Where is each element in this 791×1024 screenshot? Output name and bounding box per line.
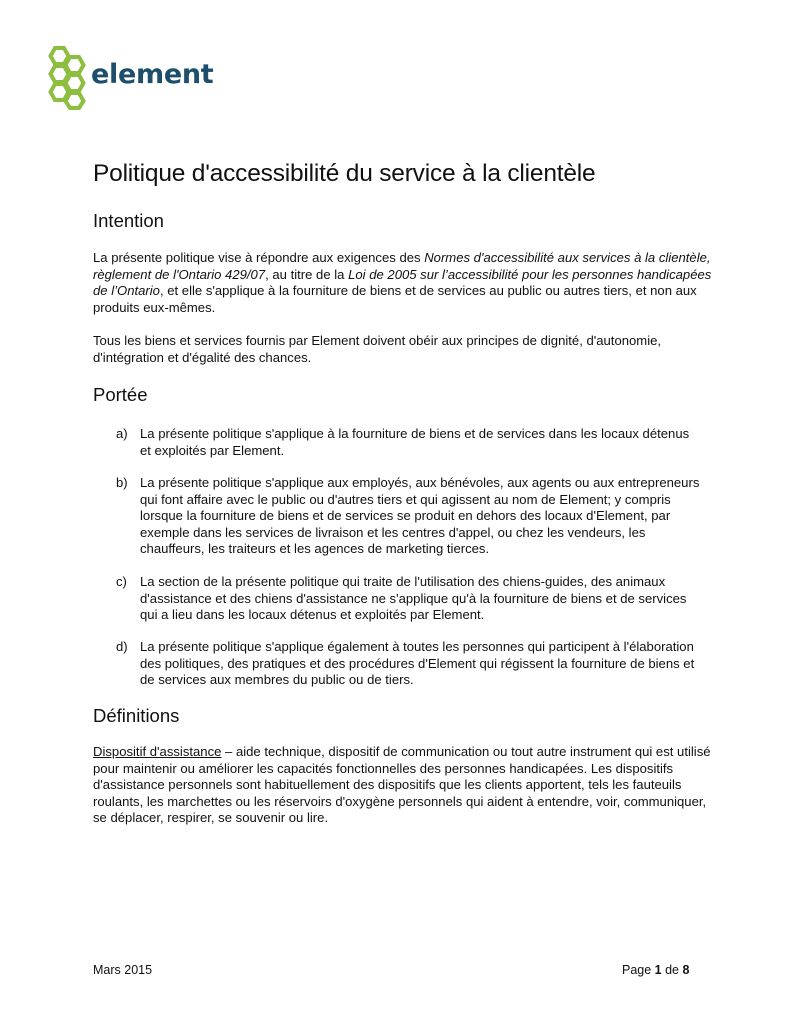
intention-heading: Intention (93, 210, 164, 231)
intention-paragraph-1 (93, 250, 713, 316)
scope-item-text: La présente politique s'applique à la fourniture de biens et de services dans les locaux détenus et exploités par Element. (140, 426, 690, 458)
footer-date: Mars 2015 (93, 963, 153, 977)
intention-text-2: , au titre de la (265, 266, 349, 282)
intention-text-3: , et elle s'applique à la fourniture de biens et de services au public ou autres tiers, et non aux produits eux-mêmes. (93, 283, 697, 315)
logo-wordmark: element (91, 59, 214, 90)
scope-item-letter: b) (116, 475, 128, 490)
footer-page-current: 1 (654, 963, 662, 977)
footer-page-prefix: Page (622, 963, 655, 977)
intention-paragraph-2: Tous les biens et services fournis par Element doivent obéir aux principes de dignité, d'autonomie, d'intégration et d'égalité des chances. (93, 333, 662, 365)
document-title: Politique d'accessibilité du service à la clientèle (93, 160, 596, 187)
intention-law-title: Loi de 2005 sur l’accessibilité pour les personnes handicapées de l’Ontario (93, 266, 712, 299)
footer-page-sep: de (661, 963, 683, 977)
definition-text: – aide technique, dispositif de communication ou tout autre instrument qui est utilisé pour maintenir ou améliorer les capacités fonctionnelles des personnes handicapées. Les dispositifs d'assistance personnels sont habituellement des dispositifs que les clients apportent, tels les fauteuils roulants, les marchettes ou les réservoirs d'oxygène personnels qui aident à entendre, voir, communiquer, se déplacer, respirer, se souvenir ou lire. (93, 744, 711, 826)
scope-item-text: La section de la présente politique qui traite de l'utilisation des chiens-guides, des animaux d'assistance et des chiens d'assistance ne s'applique qu'à la fourniture de biens et de services qui a lieu dans les locaux détenus et exploités par Element. (140, 574, 687, 623)
scope-heading: Portée (93, 384, 148, 405)
scope-item-text: La présente politique s'applique également à toutes les personnes qui participent à l'élaboration des politiques, des pratiques et des procédures d'Element qui régissent la fourniture de biens et de services aux membres du public ou de tiers. (140, 639, 695, 688)
scope-item-letter: c) (116, 574, 127, 589)
definition-assistive-device (93, 744, 713, 827)
footer-page-number (622, 963, 689, 977)
intention-text-1: La présente politique vise à répondre aux exigences des (93, 250, 425, 265)
footer-page-total: 8 (682, 963, 690, 977)
definition-term: Dispositif d'assistance (93, 744, 222, 759)
scope-item-letter: a) (116, 426, 128, 441)
scope-item-text: La présente politique s'applique aux employés, aux bénévoles, aux agents ou aux entrepreneurs qui font affaire avec le public ou d'autres tiers et qui agissent au nom de Element; y compris lorsque la fourniture de biens et de services se produit en dehors des locaux d'Element, par exemple dans les services de livraison et les centres d'appel, ou chez les vendeurs, les chauffeurs, les traiteurs et les agences de marketing tierces. (140, 475, 700, 557)
scope-item-letter: d) (116, 639, 128, 654)
element-logo (46, 46, 226, 110)
intention-standard-title: Normes d'accessibilité aux services à la clientèle, règlement de l'Ontario 429/07 (93, 250, 711, 282)
definitions-heading: Définitions (93, 705, 180, 726)
